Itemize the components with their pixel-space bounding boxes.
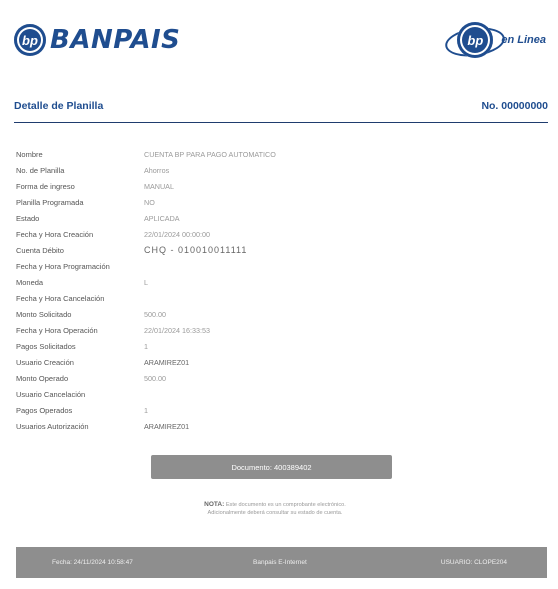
detail-row xyxy=(16,194,416,210)
orbit-icon xyxy=(441,20,505,60)
detail-value: CHQ - 010010011111 xyxy=(144,245,248,255)
detail-label: Fecha y Hora Operación xyxy=(16,325,98,335)
detail-row xyxy=(16,418,416,434)
detail-label: Usuario Cancelación xyxy=(16,389,86,399)
detail-value: CUENTA BP PARA PAGO AUTOMATICO xyxy=(144,149,276,159)
detail-label: Fecha y Hora Creación xyxy=(16,229,94,239)
detail-value: L xyxy=(144,277,148,287)
detail-value: NO xyxy=(144,197,155,207)
detail-row xyxy=(16,290,416,306)
detail-value: 1 xyxy=(144,341,148,351)
bp-badge-icon: bp xyxy=(14,24,46,56)
detail-row xyxy=(16,210,416,226)
detail-row xyxy=(16,370,416,386)
detail-value: 500.00 xyxy=(144,373,166,383)
detail-row xyxy=(16,354,416,370)
page-title: Detalle de Planilla xyxy=(14,100,104,112)
detail-label: Estado xyxy=(16,213,40,223)
detail-label: No. de Planilla xyxy=(16,165,65,175)
online-label: en Linea xyxy=(501,34,546,46)
detail-label: Nombre xyxy=(16,149,43,159)
detail-row xyxy=(16,322,416,338)
detail-row xyxy=(16,274,416,290)
detail-row xyxy=(16,162,416,178)
detail-row xyxy=(16,178,416,194)
planilla-number: No. 00000000 xyxy=(481,100,548,112)
title-bar xyxy=(14,100,548,123)
detail-label: Fecha y Hora Cancelación xyxy=(16,293,105,303)
footer-bar xyxy=(16,547,547,578)
detail-value: 22/01/2024 16:33:53 xyxy=(144,325,210,335)
footer-date: Fecha: 24/11/2024 10:58:47 xyxy=(52,559,133,566)
detail-label: Pagos Solicitados xyxy=(16,341,76,351)
detail-value: Ahorros xyxy=(144,165,170,175)
note-line1: Este documento es un comprobante electrónico. xyxy=(225,502,346,508)
detail-label: Fecha y Hora Programación xyxy=(16,261,110,271)
detail-value: 500.00 xyxy=(144,309,166,319)
detail-value: MANUAL xyxy=(144,181,174,191)
detail-row xyxy=(16,386,416,402)
en-linea-logo xyxy=(441,20,546,60)
detail-label: Pagos Operados xyxy=(16,405,73,415)
footer-user: USUARIO: CLOPE204 xyxy=(440,559,507,566)
detail-label: Usuarios Autorización xyxy=(16,421,89,431)
detail-row xyxy=(16,306,416,322)
note-line2: Adicionalmente deberá consultar su estado de cuenta. xyxy=(207,510,343,516)
details-list xyxy=(16,146,416,434)
detail-value: ARAMIREZ01 xyxy=(144,421,190,431)
detail-row xyxy=(16,226,416,242)
note-prefix: NOTA: xyxy=(204,501,225,508)
detail-label: Usuario Creación xyxy=(16,357,74,367)
detail-value: ARAMIREZ01 xyxy=(144,357,190,367)
footer-app: Banpais E-Internet xyxy=(253,559,307,566)
detail-row xyxy=(16,338,416,354)
detail-label: Forma de ingreso xyxy=(16,181,75,191)
detail-row xyxy=(16,258,416,274)
detail-row xyxy=(16,402,416,418)
detail-value: 22/01/2024 00:00:00 xyxy=(144,229,210,239)
bp-online-badge-icon: bp xyxy=(457,22,493,58)
detail-row xyxy=(16,242,416,258)
note xyxy=(150,501,400,517)
detail-label: Planilla Programada xyxy=(16,197,84,207)
document-button[interactable]: Documento: 400389402 xyxy=(151,455,392,479)
banpais-logo xyxy=(14,24,180,56)
detail-label: Cuenta Débito xyxy=(16,245,64,255)
detail-value: 1 xyxy=(144,405,148,415)
brand-name: BANPAIS xyxy=(50,25,181,55)
detail-label: Monto Solicitado xyxy=(16,309,72,319)
detail-value: APLICADA xyxy=(144,213,180,223)
detail-label: Moneda xyxy=(16,277,44,287)
detail-label: Monto Operado xyxy=(16,373,69,383)
detail-row xyxy=(16,146,416,162)
